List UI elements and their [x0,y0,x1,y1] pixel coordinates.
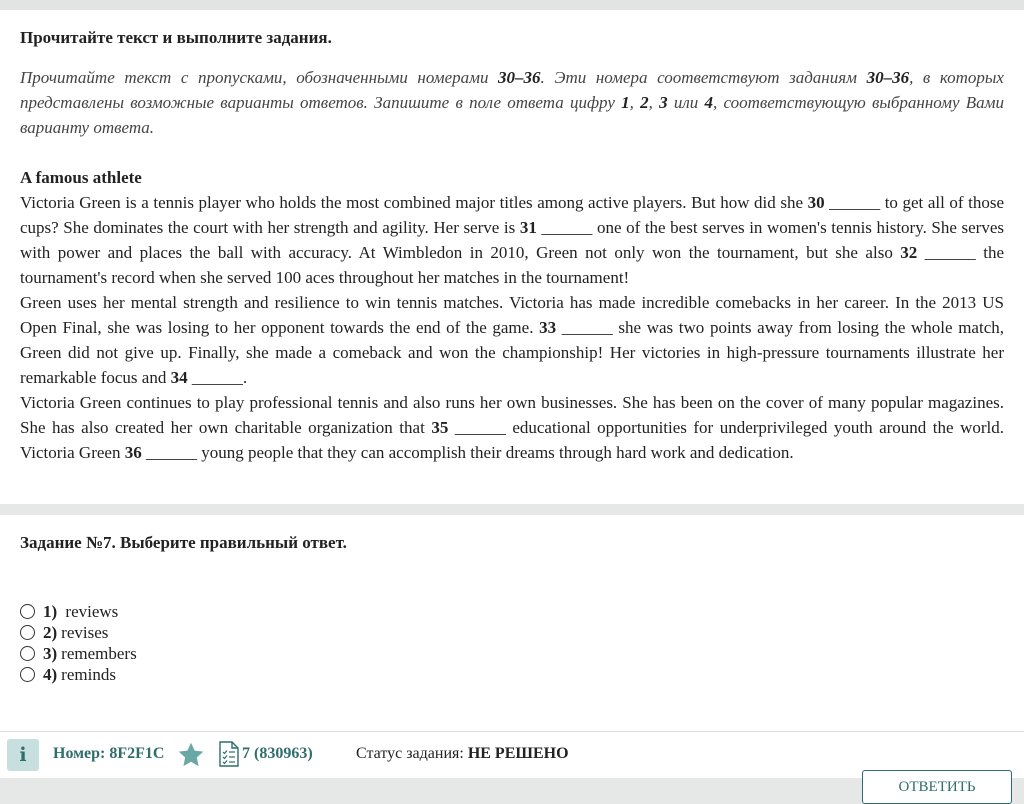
gap-number: 36 [124,443,142,462]
option-label: remembers [61,644,137,663]
instructions-digit: 3 [659,93,668,112]
paragraph-text: ______ young people that they can accomplish their dreams through hard work and dedication. [141,443,794,462]
answer-button[interactable]: ОТВЕТИТЬ [862,770,1012,804]
gap-number: 30 [807,193,825,212]
option-label: reviews [61,602,119,621]
gap-number: 34 [170,368,188,387]
radio-button[interactable] [20,667,35,682]
article-paragraph [20,190,1004,290]
paragraph-text: ______ to get all of those cups? She dominates the court with her strength and agility. Her serve is [20,193,1004,237]
radio-button[interactable] [20,604,35,619]
document-list-icon[interactable] [219,741,239,767]
option-number: 2) [43,623,58,642]
paragraph-text: Victoria Green is a tennis player who holds the most combined major titles among active players. But how did she [20,193,808,212]
status-value: НЕ РЕШЕНО [467,745,569,762]
gap-number: 31 [519,218,537,237]
radio-button[interactable] [20,646,35,661]
instructions-digit: 1 [621,93,630,112]
task-status [356,745,569,763]
option-label: revises [61,623,109,642]
status-label: Статус задания: [356,745,468,762]
paragraph-text: ______ the tournament's record when she served 100 aces throughout her matches in the tournament! [20,243,1004,287]
answer-option-1[interactable] [20,601,137,622]
paragraph-text: Green uses her mental strength and resilience to win tennis matches. Victoria has made incredible comebacks in her career. In the 2013 US Open Final, she was losing to her opponent towards the end of the game. [20,293,1004,337]
instructions-text: , в которых представлены возможные варианты ответов. Запишите в поле ответа цифру [20,68,1004,112]
instructions-digit: 2 [640,93,649,112]
gap-number: 35 [431,418,449,437]
instructions [20,65,1004,140]
radio-button[interactable] [20,625,35,640]
top-band [0,0,1024,10]
paragraph-text: ______ one of the best serves in women's tennis history. She serves with power and places the ball with accuracy. At Wimbledon in 2010, Green not only won the tournament, but she also [20,218,1004,262]
answer-option-2[interactable] [20,622,137,643]
answer-option-3[interactable] [20,643,137,664]
instructions-range: 30–36 [498,68,541,87]
instructions-text: . Эти номера соответствуют заданиям [540,68,867,87]
task-number: Номер: 8F2F1C [53,745,165,762]
gap-number: 32 [900,243,918,262]
paragraph-text: Victoria Green continues to play professional tennis and also runs her own businesses. She has been on the cover of many popular magazines. She has also created her own charitable organization that [20,393,1004,437]
answer-option-4[interactable] [20,664,137,685]
instructions-text: Прочитайте текст с пропусками, обозначенными номерами [20,68,499,87]
article-paragraph [20,390,1004,465]
article [20,165,1004,465]
paragraph-text: ______ she was two points away from losing the whole match, Green did not give up. Finally, she made a comeback and won the championship! Her victories in high-pressure tournaments illustrate her remarkable focus and [20,318,1004,387]
instructions-sep: , [648,93,660,112]
article-title: A famous athlete [20,168,142,187]
article-paragraph [20,290,1004,390]
instructions-range: 30–36 [866,68,910,87]
variant-link[interactable]: 7 (830963) [242,745,313,762]
answer-options [20,601,137,685]
paragraph-text: ______. [187,368,248,387]
instructions-digit: 4 [704,93,713,112]
reading-card [0,10,1024,504]
task-card [0,515,1024,731]
task-heading: Задание №7. Выберите правильный ответ. [20,533,347,552]
instructions-text: , соответствующую выбранному Вами варианту ответа. [20,93,1005,137]
gap-number: 33 [539,318,557,337]
instructions-sep: или [667,93,705,112]
info-icon[interactable]: i [7,739,39,771]
star-icon[interactable] [177,741,205,769]
paragraph-text: ______ educational opportunities for underprivileged youth around the world. Victoria Green [20,418,1004,462]
option-number: 4) [43,665,58,684]
instructions-sep: , [629,93,641,112]
reading-heading: Прочитайте текст и выполните задания. [20,28,332,47]
option-number: 3) [43,644,58,663]
option-label: reminds [61,665,116,684]
option-number: 1) [43,602,58,621]
